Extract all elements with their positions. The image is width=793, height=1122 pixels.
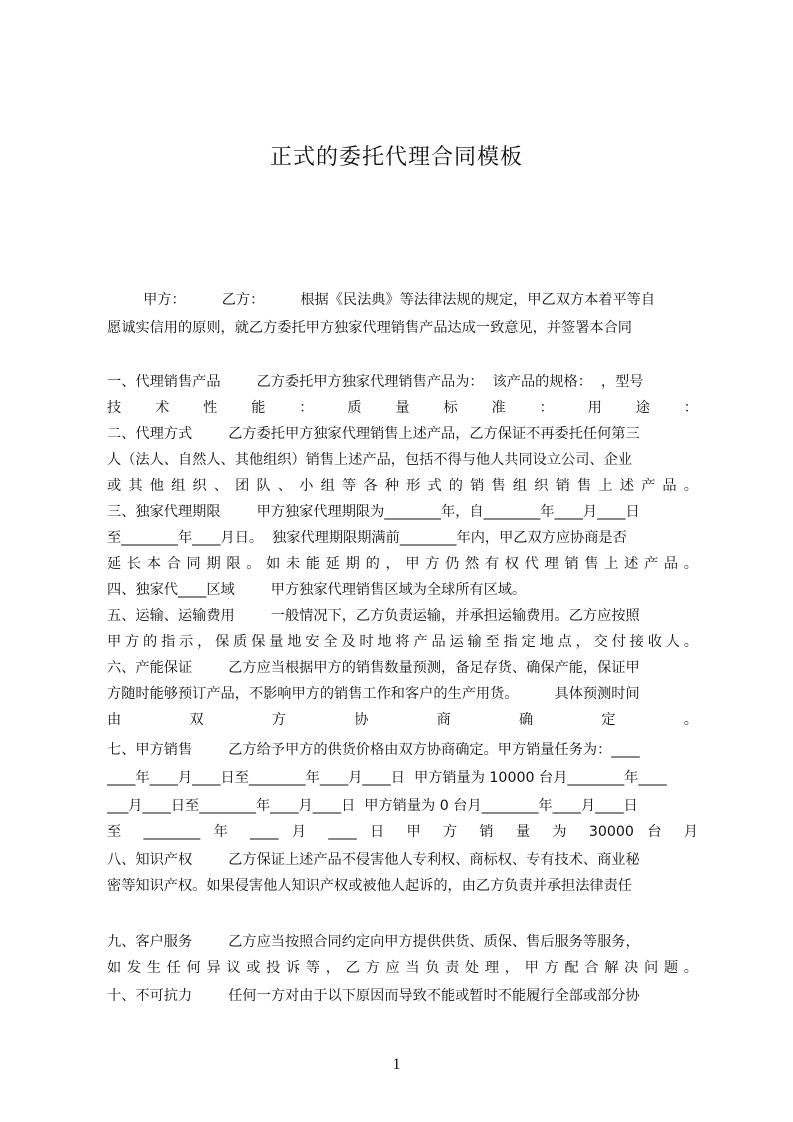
document-title: 正式的委托代理合同模板 [269,145,523,170]
text-line: 甲方： 乙方： 根据《民法典》等法律法规的规定，甲乙双方本着平等自 [107,292,656,308]
text-line: 延长本合同期限。如未能延期的，甲方仍然有权代理销售上述产品。 [107,556,698,572]
text-line: 七、甲方销售 乙方给予甲方的供货价格由双方协商确定。甲方销量任务为：____ [107,742,640,758]
text-line: 如发生任何异议或投诉等，乙方应当负责处理，甲方配合解决问题。 [107,960,698,976]
text-line: 至 ________ 年 ____ 月 ____ 日 甲 方 销 量 为 30000 台 月 [107,824,698,840]
text-line: 愿诚实信用的原则，就乙方委托甲方独家代理销售产品达成一致意见，并签署本合同 [107,320,632,336]
page-number: 1 [392,1056,401,1073]
text-line: 五、运输、运输费用 一般情况下，乙方负责运输，并承担运输费用。乙方应按照 [107,608,640,624]
text-line: 技 术 性 能 ： 质 量 标 准 ： 用 途 ： [107,400,698,416]
text-line: 密等知识产权。如果侵害他人知识产权或被他人起诉的，由乙方负责并承担法律责任 [107,878,632,894]
text-line: 三、独家代理期限 甲方独家代理期限为________年，自________年____月____日 [107,504,640,520]
text-line: 至________年____月日。 独家代理期限期满前________年内，甲乙双方应协商是否 [107,530,627,546]
text-line: 甲方的指示，保质保量地安全及时地将产品运输至指定地点，交付接收人。 [107,634,698,650]
text-line: ____年____月____日至________年____月____日 甲方销量为 10000 台月________年____ [107,770,667,786]
text-line: 人（法人、自然人、其他组织）销售上述产品，包括不得与他人共同设立公司、企业 [107,452,632,468]
text-line: 方随时能够预订产品，不影响甲方的销售工作和客户的生产用货。 具体预测时间 [107,686,640,702]
text-line: 十、不可抗力 任何一方对由于以下原因而导致不能或暂时不能履行全部或部分协 [107,988,640,1004]
text-line: 九、客户服务 乙方应当按照合同约定向甲方提供供货、质保、售后服务等服务， [107,934,640,950]
text-line: 由 双 方 协 商 确 定 。 [107,712,698,728]
text-line: 二、代理方式 乙方委托甲方独家代理销售上述产品，乙方保证不再委托任何第三 [107,426,640,442]
text-line: ___月____日至________年____月____日 甲方销量为 0 台月________年____月____日 [107,798,638,814]
text-line: 八、知识产权 乙方保证上述产品不侵害他人专利权、商标权、专有技术、商业秘 [107,852,640,868]
text-line: 四、独家代____区域 甲方独家代理销售区域为全球所有区域。 [107,582,527,598]
text-line: 六、产能保证 乙方应当根据甲方的销售数量预测，备足存货、确保产能，保证甲 [107,660,640,676]
text-line: 一、代理销售产品 乙方委托甲方独家代理销售产品为： 该产品的规格： ，型号 [107,374,644,390]
text-line: 或其他组织、团队、小组等各种形式的销售组织销售上述产品。 [107,478,698,494]
